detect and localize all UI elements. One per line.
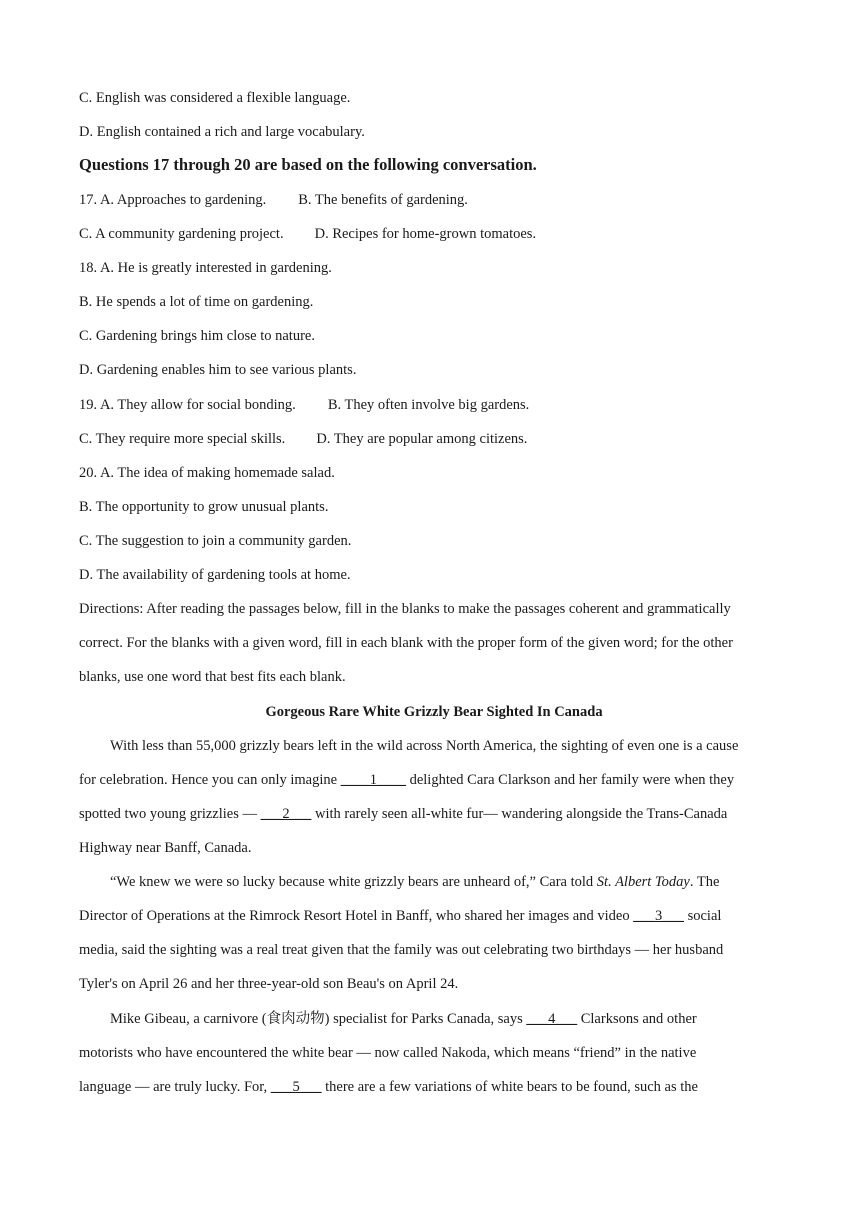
publication-name: St. Albert Today <box>596 874 690 890</box>
p3-line-1 <box>110 1009 808 1029</box>
blank-3: ___3___ <box>633 908 684 924</box>
q17-option-c: C. A community gardening project. <box>79 226 284 242</box>
p2-text: . The <box>689 874 720 890</box>
p2-line-1 <box>110 872 808 892</box>
q19-row-2 <box>79 429 808 449</box>
blank-2: ___2___ <box>260 806 312 822</box>
p1-text: for celebration. Hence you can only imagine <box>79 772 341 788</box>
blank-4: ___4___ <box>526 1011 578 1027</box>
directions-line-1: Directions: After reading the passages below, fill in the blanks to make the passages coherent and grammatically <box>79 601 731 617</box>
q19-option-d: D. They are popular among citizens. <box>316 431 528 447</box>
q20-option-b: B. The opportunity to grow unusual plants. <box>79 499 329 515</box>
p2-text: social <box>683 908 722 924</box>
q19-option-c: C. They require more special skills. <box>79 431 286 447</box>
p2-line-3: media, said the sighting was a real treat given that the family was out celebrating two birthdays — her husband <box>79 942 724 958</box>
q20-option-c: C. The suggestion to join a community garden. <box>79 533 352 549</box>
p2-line-2 <box>79 906 808 926</box>
q17-option-d: D. Recipes for home-grown tomatoes. <box>314 226 537 242</box>
q18-option-b: B. He spends a lot of time on gardening. <box>79 294 314 310</box>
q16-option-d: D. English contained a rich and large vocabulary. <box>79 124 365 140</box>
p1-line-2 <box>79 770 808 790</box>
q18-option-c: C. Gardening brings him close to nature. <box>79 328 315 344</box>
p3-text: Clarksons and other <box>577 1011 697 1027</box>
q17-option-a: 17. A. Approaches to gardening. <box>79 192 267 208</box>
p1-text: with rarely seen all-white fur— wandering alongside the Trans-Canada <box>311 806 728 822</box>
q18-option-d: D. Gardening enables him to see various plants. <box>79 362 357 378</box>
q17-option-b: B. The benefits of gardening. <box>298 192 468 208</box>
q19-option-b: B. They often involve big gardens. <box>327 397 530 413</box>
blank-5: ___5___ <box>270 1079 322 1095</box>
q20-option-d: D. The availability of gardening tools at home. <box>79 567 351 583</box>
section-heading: Questions 17 through 20 are based on the following conversation. <box>79 155 537 174</box>
blank-1: ____1____ <box>340 772 406 788</box>
p1-line-3 <box>79 804 808 824</box>
p1-text: delighted Cara Clarkson and her family were when they <box>405 772 735 788</box>
p1-text: spotted two young grizzlies — <box>79 806 261 822</box>
p3-text: Mike Gibeau, a carnivore (食肉动物) specialist for Parks Canada, says <box>110 1011 527 1027</box>
p2-text: Director of Operations at the Rimrock Resort Hotel in Banff, who shared her images and video <box>79 908 634 924</box>
p3-text: there are a few variations of white bears to be found, such as the <box>321 1079 698 1095</box>
passage-title: Gorgeous Rare White Grizzly Bear Sighted In Canada <box>265 704 603 720</box>
q20-option-a: 20. A. The idea of making homemade salad. <box>79 465 335 481</box>
directions-line-3: blanks, use one word that best fits each blank. <box>79 669 346 685</box>
p1-line-4: Highway near Banff, Canada. <box>79 840 252 856</box>
q18-option-a: 18. A. He is greatly interested in gardening. <box>79 260 332 276</box>
p3-line-3 <box>79 1077 808 1097</box>
q17-row-2 <box>79 224 808 244</box>
p1-line-1: With less than 55,000 grizzly bears left in the wild across North America, the sighting of even one is a cause <box>110 738 739 754</box>
p2-text: “We knew we were so lucky because white grizzly bears are unheard of,” Cara told <box>110 874 597 890</box>
q19-option-a: 19. A. They allow for social bonding. <box>79 397 296 413</box>
p2-line-4: Tyler's on April 26 and her three-year-old son Beau's on April 24. <box>79 976 459 992</box>
q19-row-1 <box>79 395 808 415</box>
p3-text: language — are truly lucky. For, <box>79 1079 271 1095</box>
directions-line-2: correct. For the blanks with a given word, fill in each blank with the proper form of the given word; for the other <box>79 635 733 651</box>
q17-row-1 <box>79 190 808 210</box>
q16-option-c: C. English was considered a flexible language. <box>79 90 351 106</box>
p3-line-2: motorists who have encountered the white bear — now called Nakoda, which means “friend” in the native <box>79 1045 697 1061</box>
